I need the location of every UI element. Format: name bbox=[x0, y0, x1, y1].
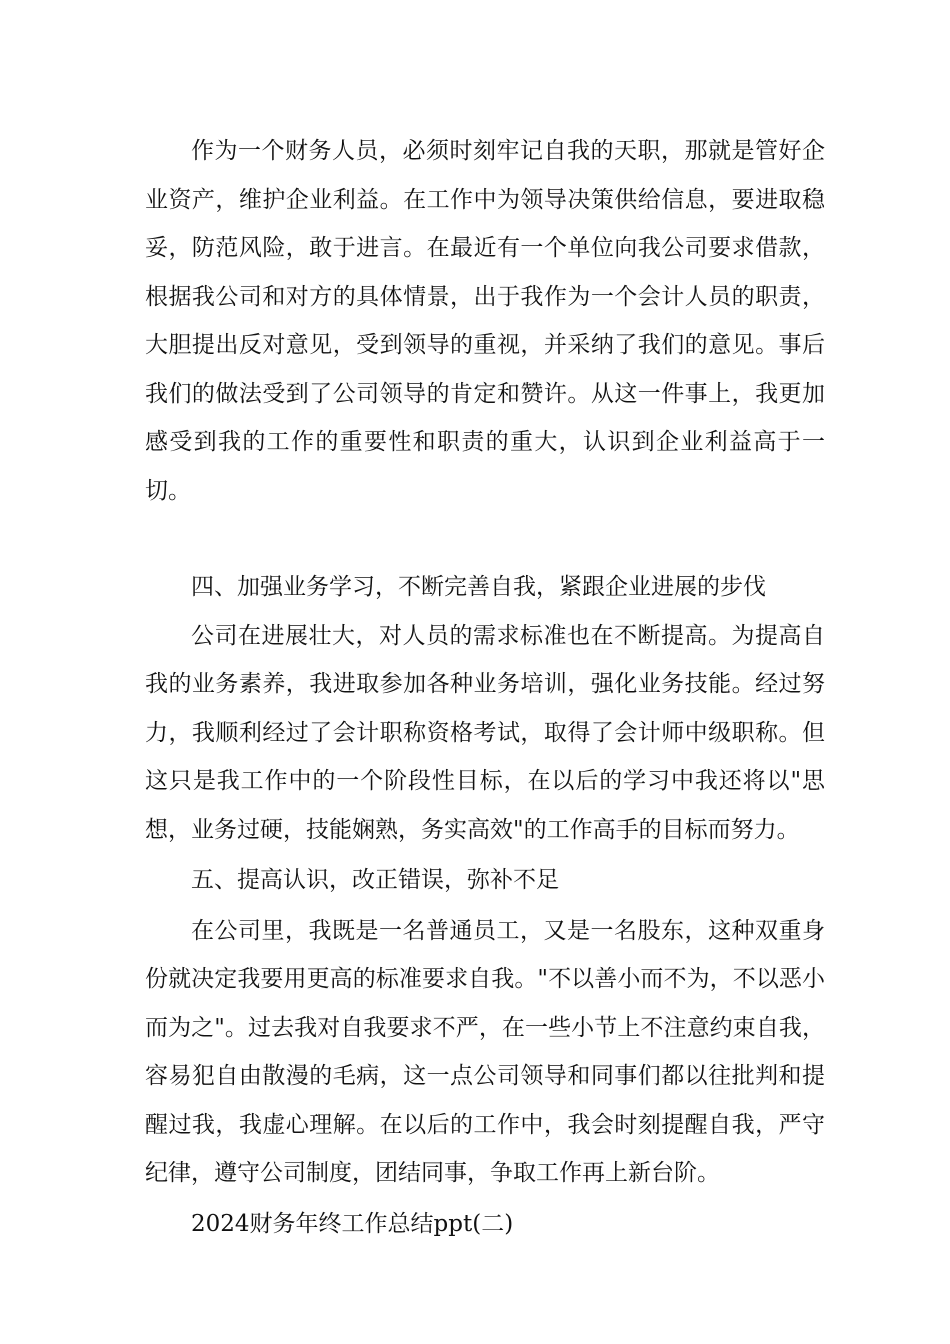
section-gap bbox=[145, 515, 825, 563]
section-heading-4: 四、加强业务学习，不断完善自我，紧跟企业进展的步伐 bbox=[191, 574, 766, 600]
paragraph-duty: 作为一个财务人员，必须时刻牢记自我的天职，那就是管好企业资产，维护企业利益。在工作中为领导决策供给信息，要进取稳妥，防范风险，敢于进言。在最近有一个单位向我公司要求借款，根据我公司和对方的具体情景，出于我作为一个会计人员的职责，大胆提出反对意见，受到领导的重视，并采纳了我们的意见。事后我们的做法受到了公司领导的肯定和赞许。从这一件事上，我更加感受到我的工作的重要性和职责的重大，认识到企业利益高于一切。 bbox=[145, 138, 825, 504]
next-document-title: 2024财务年终工作总结ppt(二) bbox=[191, 1210, 514, 1237]
section-heading-5: 五、提高认识，改正错误，弥补不足 bbox=[191, 867, 559, 893]
paragraph-improvement: 在公司里，我既是一名普通员工，又是一名股东，这种双重身份就决定我要用更高的标准要求自我。"不以善小而不为，不以恶小而为之"。过去我对自我要求不严，在一些小节上不注意约束自我，容易犯自由散漫的毛病，这一点公司领导和同事们都以往批判和提醒过我，我虚心理解。在以后的工作中，我会时刻提醒自我，严守纪律，遵守公司制度，团结同事，争取工作再上新台阶。 bbox=[145, 917, 825, 1186]
paragraph-learning: 公司在进展壮大，对人员的需求标准也在不断提高。为提高自我的业务素养，我进取参加各种业务培训，强化业务技能。经过努力，我顺利经过了会计职称资格考试，取得了会计师中级职称。但这只是我工作中的一个阶段性目标，在以后的学习中我还将以"思想，业务过硬，技能娴熟，务实高效"的工作高手的目标而努力。 bbox=[145, 622, 825, 843]
document-body bbox=[145, 127, 825, 1248]
